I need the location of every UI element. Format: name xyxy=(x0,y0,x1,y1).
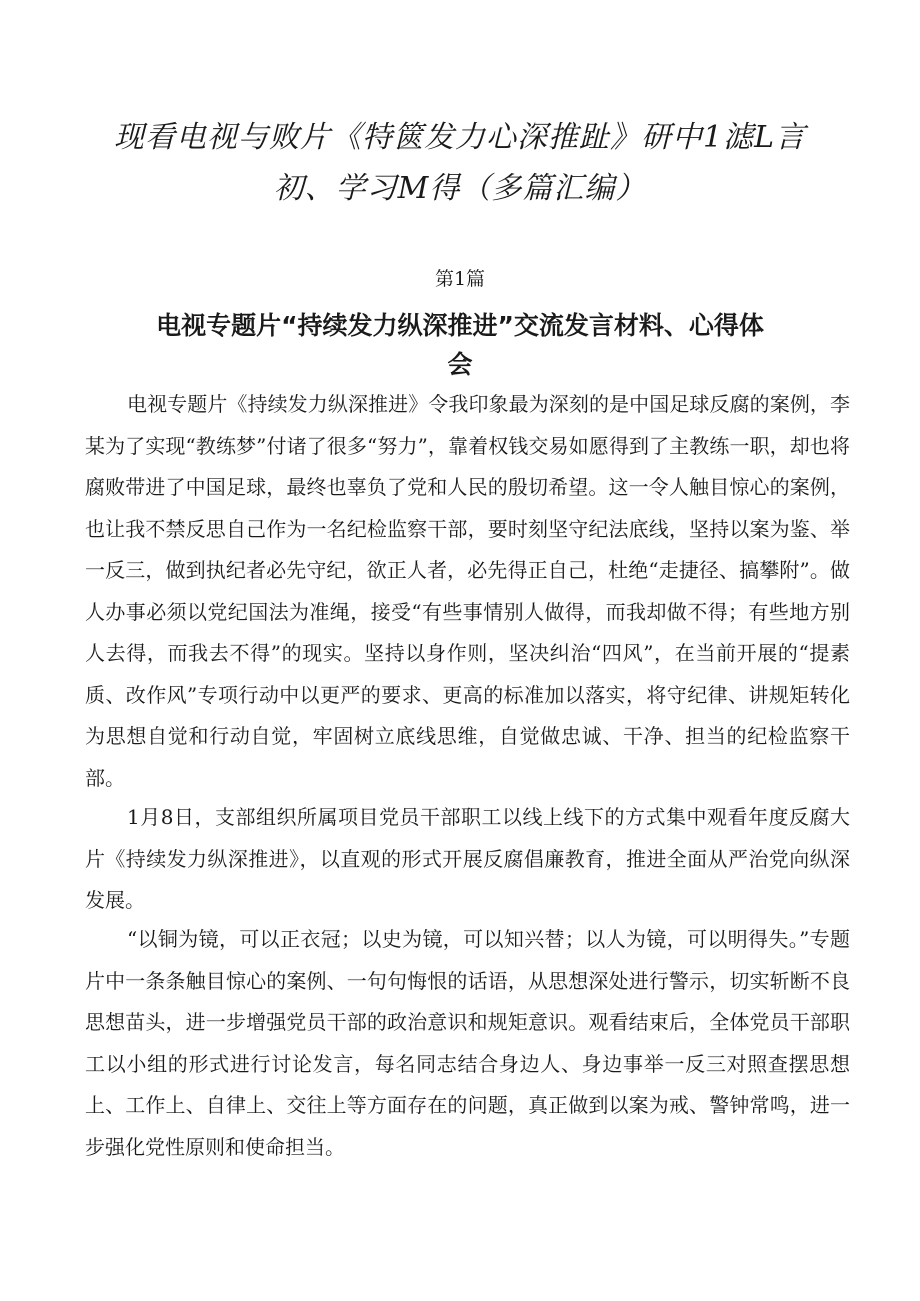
section-label: 第1篇 xyxy=(434,268,486,290)
body-paragraph: 电视专题片《持续发力纵深推进》令我印象最为深刻的是中国足球反腐的案例，李某为了实现“教练梦”付诸了很多“努力”，靠着权钱交易如愿得到了主教练一职，却也将腐败带进了中国足球，最终也辜负了党和人民的殷切希望。这一令人触目惊心的案例，也让我不禁反思自己作为一名纪检监察干部，要时刻坚守纪法底线，坚持以案为鉴、举一反三，做到执纪者必先守纪，欲正人者，必先得正自己，杜绝“走捷径、搞攀附”。做人办事必须以党纪国法为准绳，接受“有些事情别人做得，而我却做不得；有些地方别人去得，而我去不得”的现实。坚持以身作则，坚决纠治“四风”，在当前开展的“提素质、改作风”专项行动中以更严的要求、更高的标准加以落实，将守纪律、讲规矩转化为思想自觉和行动自觉，牢固树立底线思维，自觉做忠诚、干净、担当的纪检监察干部。 xyxy=(85,392,850,790)
body-paragraph: “以铜为镜，可以正衣冠；以史为镜，可以知兴替；以人为镜，可以明得失。”专题片中一条条触目惊心的案例、一句句悔恨的话语，从思想深处进行警示，切实斩断不良思想苗头，进一步增强党员干部的政治意识和规矩意识。观看结束后，全体党员干部职工以小组的形式进行讨论发言，每名同志结合身边人、身边事举一反三对照查摆思想上、工作上、自律上、交往上等方面存在的问题，真正做到以案为戒、警钟常鸣，进一步强化党性原则和使命担当。 xyxy=(85,927,850,1159)
document-title-line-1: 现看电视与败片《特篋发力心深推趾》研中1滤L言 xyxy=(113,120,806,155)
document-title-line-2: 初、学习M得（多篇汇编） xyxy=(273,171,647,206)
section-heading-line-1: 电视专题片“持续发力纵深推进”交流发言材料、心得体 xyxy=(156,311,764,340)
body-paragraph: 1月8日，支部组织所属项目党员干部职工以线上线下的方式集中观看年度反腐大片《持续发力纵深推进》，以直观的形式开展反腐倡廉教育，推进全面从严治党向纵深发展。 xyxy=(85,805,850,912)
section-heading-line-2: 会 xyxy=(447,350,473,379)
